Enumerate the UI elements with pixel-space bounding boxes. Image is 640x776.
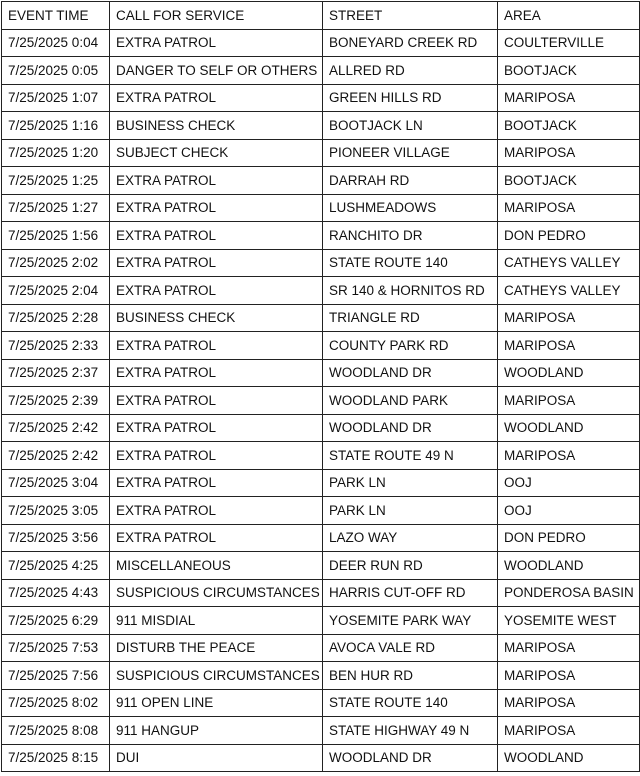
- cell-street: STATE ROUTE 140: [323, 249, 498, 277]
- cell-call-for-service: MISCELLANEOUS: [110, 552, 323, 580]
- header-call-for-service: CALL FOR SERVICE: [110, 2, 323, 30]
- header-event-time: EVENT TIME: [2, 2, 110, 30]
- cell-street: COUNTY PARK RD: [323, 332, 498, 360]
- cell-event-time: 7/25/2025 7:53: [2, 634, 110, 662]
- cell-event-time: 7/25/2025 0:05: [2, 57, 110, 85]
- cell-area: BOOTJACK: [498, 167, 640, 195]
- cell-call-for-service: SUSPICIOUS CIRCUMSTANCES: [110, 662, 323, 690]
- cell-event-time: 7/25/2025 6:29: [2, 607, 110, 635]
- cell-street: BOOTJACK LN: [323, 112, 498, 140]
- cell-area: WOODLAND: [498, 359, 640, 387]
- table-row: [2, 497, 640, 525]
- cell-call-for-service: EXTRA PATROL: [110, 167, 323, 195]
- cell-event-time: 7/25/2025 8:15: [2, 744, 110, 772]
- cell-call-for-service: BUSINESS CHECK: [110, 112, 323, 140]
- cell-area: MARIPOSA: [498, 717, 640, 745]
- cell-event-time: 7/25/2025 1:20: [2, 139, 110, 167]
- cell-event-time: 7/25/2025 0:04: [2, 29, 110, 57]
- cell-event-time: 7/25/2025 1:27: [2, 194, 110, 222]
- table-row: [2, 744, 640, 772]
- table-row: [2, 524, 640, 552]
- table-row: [2, 662, 640, 690]
- cell-event-time: 7/25/2025 2:28: [2, 304, 110, 332]
- cell-event-time: 7/25/2025 3:04: [2, 469, 110, 497]
- cell-area: PONDEROSA BASIN: [498, 579, 640, 607]
- cell-area: YOSEMITE WEST: [498, 607, 640, 635]
- table-row: [2, 469, 640, 497]
- cell-area: WOODLAND: [498, 552, 640, 580]
- cell-call-for-service: SUBJECT CHECK: [110, 139, 323, 167]
- cell-area: MARIPOSA: [498, 689, 640, 717]
- cell-event-time: 7/25/2025 4:43: [2, 579, 110, 607]
- cell-event-time: 7/25/2025 2:04: [2, 277, 110, 305]
- header-area: AREA: [498, 2, 640, 30]
- cell-call-for-service: EXTRA PATROL: [110, 222, 323, 250]
- cell-street: GREEN HILLS RD: [323, 84, 498, 112]
- cell-street: YOSEMITE PARK WAY: [323, 607, 498, 635]
- cell-area: DON PEDRO: [498, 222, 640, 250]
- cell-street: AVOCA VALE RD: [323, 634, 498, 662]
- cell-call-for-service: EXTRA PATROL: [110, 84, 323, 112]
- cell-area: WOODLAND: [498, 744, 640, 772]
- cell-event-time: 7/25/2025 1:07: [2, 84, 110, 112]
- cell-area: COULTERVILLE: [498, 29, 640, 57]
- cell-street: TRIANGLE RD: [323, 304, 498, 332]
- table-row: [2, 222, 640, 250]
- cell-street: BONEYARD CREEK RD: [323, 29, 498, 57]
- table-row: [2, 167, 640, 195]
- cell-street: LUSHMEADOWS: [323, 194, 498, 222]
- table-row: [2, 139, 640, 167]
- cell-street: PARK LN: [323, 469, 498, 497]
- cell-street: STATE ROUTE 49 N: [323, 442, 498, 470]
- cell-area: MARIPOSA: [498, 139, 640, 167]
- cell-call-for-service: EXTRA PATROL: [110, 469, 323, 497]
- cell-area: CATHEYS VALLEY: [498, 249, 640, 277]
- cell-call-for-service: EXTRA PATROL: [110, 277, 323, 305]
- cell-area: DON PEDRO: [498, 524, 640, 552]
- cell-street: WOODLAND PARK: [323, 387, 498, 415]
- header-row: [2, 2, 640, 30]
- table-row: [2, 29, 640, 57]
- table-row: [2, 414, 640, 442]
- cell-area: MARIPOSA: [498, 84, 640, 112]
- cell-event-time: 7/25/2025 3:05: [2, 497, 110, 525]
- cell-street: WOODLAND DR: [323, 414, 498, 442]
- cell-event-time: 7/25/2025 2:42: [2, 442, 110, 470]
- table-row: [2, 359, 640, 387]
- cell-area: CATHEYS VALLEY: [498, 277, 640, 305]
- cell-area: OOJ: [498, 497, 640, 525]
- table-row: [2, 442, 640, 470]
- cell-call-for-service: EXTRA PATROL: [110, 29, 323, 57]
- cell-call-for-service: DANGER TO SELF OR OTHERS: [110, 57, 323, 85]
- cell-event-time: 7/25/2025 2:37: [2, 359, 110, 387]
- cell-area: MARIPOSA: [498, 662, 640, 690]
- table-row: [2, 552, 640, 580]
- cell-street: DARRAH RD: [323, 167, 498, 195]
- cell-street: ALLRED RD: [323, 57, 498, 85]
- cell-area: MARIPOSA: [498, 387, 640, 415]
- cell-street: WOODLAND DR: [323, 744, 498, 772]
- cell-street: HARRIS CUT-OFF RD: [323, 579, 498, 607]
- table-row: [2, 387, 640, 415]
- cell-street: PARK LN: [323, 497, 498, 525]
- table-row: [2, 112, 640, 140]
- table-row: [2, 194, 640, 222]
- cell-street: DEER RUN RD: [323, 552, 498, 580]
- cell-event-time: 7/25/2025 1:56: [2, 222, 110, 250]
- cell-area: MARIPOSA: [498, 194, 640, 222]
- table-row: [2, 304, 640, 332]
- cell-call-for-service: 911 HANGUP: [110, 717, 323, 745]
- cell-area: MARIPOSA: [498, 304, 640, 332]
- cell-street: SR 140 & HORNITOS RD: [323, 277, 498, 305]
- table-row: [2, 332, 640, 360]
- cell-street: WOODLAND DR: [323, 359, 498, 387]
- cell-event-time: 7/25/2025 1:25: [2, 167, 110, 195]
- cell-event-time: 7/25/2025 8:02: [2, 689, 110, 717]
- table-row: [2, 717, 640, 745]
- table-row: [2, 579, 640, 607]
- cell-event-time: 7/25/2025 2:33: [2, 332, 110, 360]
- cell-area: BOOTJACK: [498, 57, 640, 85]
- cell-event-time: 7/25/2025 2:39: [2, 387, 110, 415]
- table-row: [2, 57, 640, 85]
- cell-call-for-service: 911 OPEN LINE: [110, 689, 323, 717]
- cell-area: MARIPOSA: [498, 634, 640, 662]
- cell-event-time: 7/25/2025 7:56: [2, 662, 110, 690]
- table-row: [2, 249, 640, 277]
- table-row: [2, 634, 640, 662]
- cell-call-for-service: EXTRA PATROL: [110, 194, 323, 222]
- cell-event-time: 7/25/2025 2:42: [2, 414, 110, 442]
- cell-call-for-service: 911 MISDIAL: [110, 607, 323, 635]
- cell-call-for-service: EXTRA PATROL: [110, 332, 323, 360]
- cell-call-for-service: DUI: [110, 744, 323, 772]
- cell-call-for-service: SUSPICIOUS CIRCUMSTANCES: [110, 579, 323, 607]
- table-body: [2, 29, 640, 772]
- table-row: [2, 277, 640, 305]
- cell-call-for-service: EXTRA PATROL: [110, 442, 323, 470]
- cell-street: RANCHITO DR: [323, 222, 498, 250]
- cell-call-for-service: DISTURB THE PEACE: [110, 634, 323, 662]
- call-log-table: [1, 1, 640, 772]
- table-row: [2, 84, 640, 112]
- cell-street: PIONEER VILLAGE: [323, 139, 498, 167]
- cell-call-for-service: EXTRA PATROL: [110, 524, 323, 552]
- cell-area: MARIPOSA: [498, 332, 640, 360]
- cell-event-time: 7/25/2025 8:08: [2, 717, 110, 745]
- table-row: [2, 689, 640, 717]
- cell-call-for-service: EXTRA PATROL: [110, 414, 323, 442]
- cell-call-for-service: EXTRA PATROL: [110, 497, 323, 525]
- cell-area: MARIPOSA: [498, 442, 640, 470]
- cell-call-for-service: EXTRA PATROL: [110, 359, 323, 387]
- cell-street: STATE ROUTE 140: [323, 689, 498, 717]
- cell-street: STATE HIGHWAY 49 N: [323, 717, 498, 745]
- cell-street: BEN HUR RD: [323, 662, 498, 690]
- header-street: STREET: [323, 2, 498, 30]
- cell-area: WOODLAND: [498, 414, 640, 442]
- table-header: [2, 2, 640, 30]
- cell-area: OOJ: [498, 469, 640, 497]
- cell-event-time: 7/25/2025 3:56: [2, 524, 110, 552]
- cell-event-time: 7/25/2025 1:16: [2, 112, 110, 140]
- cell-call-for-service: EXTRA PATROL: [110, 387, 323, 415]
- cell-street: LAZO WAY: [323, 524, 498, 552]
- cell-call-for-service: EXTRA PATROL: [110, 249, 323, 277]
- cell-call-for-service: BUSINESS CHECK: [110, 304, 323, 332]
- table-row: [2, 607, 640, 635]
- cell-area: BOOTJACK: [498, 112, 640, 140]
- cell-event-time: 7/25/2025 4:25: [2, 552, 110, 580]
- cell-event-time: 7/25/2025 2:02: [2, 249, 110, 277]
